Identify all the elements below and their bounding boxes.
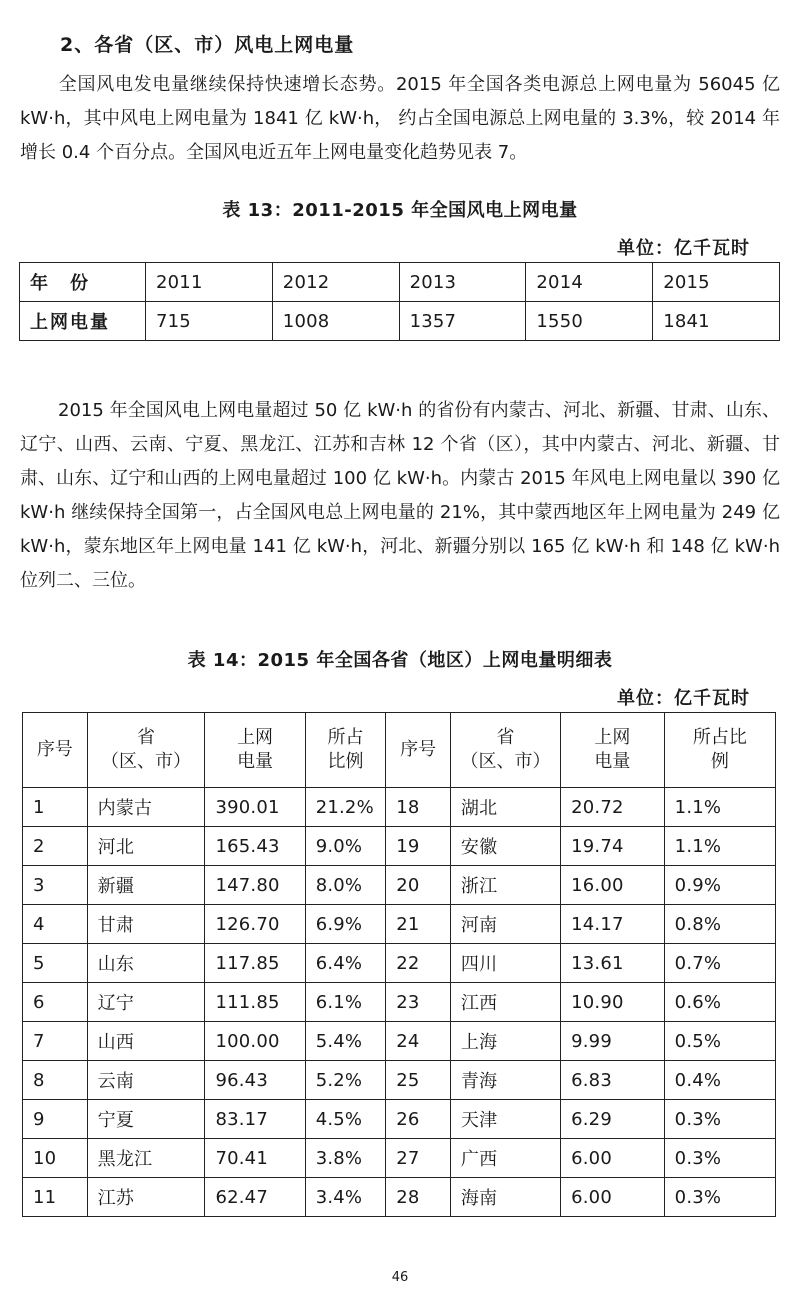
- paragraph-2-text: 2015 年全国风电上网电量超过 50 亿 kW·h 的省份有内蒙古、河北、新疆、甘肃、山东、辽宁、山西、云南、宁夏、黑龙江、江苏和吉林 12 个省（区），其中内蒙古、河北、新疆、甘肃、山东、辽宁和山西的上网电量超过 100 亿 kW·h。内蒙古 2015 年风电上网电量以 390 亿 kW·h 继续保持全国第一，占全国风电总上网电量的 21%，其中蒙西地区年上网电量为 249 亿 kW·h，蒙东地区年上网电量 141 亿 kW·h，河北、新疆分别以 165 亿 kW·h 和 148 亿 kW·h 位列二、三位。: [20, 400, 780, 591]
- table-row: [23, 1178, 776, 1217]
- table-14-caption: 表 14：2015 年全国各省（地区）上网电量明细表: [187, 650, 613, 671]
- table-cell: 海南: [450, 1178, 560, 1217]
- table-cell: 河南: [450, 905, 560, 944]
- table-cell: 13.61: [561, 944, 665, 983]
- table-row: [23, 944, 776, 983]
- table-cell: 27: [386, 1139, 451, 1178]
- table-14: [22, 712, 776, 1217]
- table-cell: 1550: [526, 302, 653, 341]
- table-cell: 117.85: [205, 944, 305, 983]
- table-cell: 天津: [450, 1100, 560, 1139]
- table-cell: 1.1%: [664, 788, 775, 827]
- table-cell: 3.8%: [305, 1139, 386, 1178]
- table-cell: 9: [23, 1100, 88, 1139]
- column-header: [450, 713, 560, 788]
- table-cell: 浙江: [450, 866, 560, 905]
- table-cell: 甘肃: [87, 905, 205, 944]
- column-header-line: 上网: [237, 727, 274, 748]
- table-row: [23, 827, 776, 866]
- table-cell: 22: [386, 944, 451, 983]
- table-cell: 2014: [526, 263, 653, 302]
- table-row: [23, 1061, 776, 1100]
- table-cell: 6.29: [561, 1100, 665, 1139]
- table-cell: 2015: [653, 263, 780, 302]
- column-header-line: （区、市）: [101, 751, 192, 772]
- table-cell: 147.80: [205, 866, 305, 905]
- column-header: [561, 713, 665, 788]
- table-cell: 内蒙古: [87, 788, 205, 827]
- column-header-line: 上网: [594, 727, 631, 748]
- table-cell: 云南: [87, 1061, 205, 1100]
- table-cell: 3: [23, 866, 88, 905]
- table-cell: 江苏: [87, 1178, 205, 1217]
- table-cell: 江西: [450, 983, 560, 1022]
- table-cell: 8.0%: [305, 866, 386, 905]
- table-row: [23, 1022, 776, 1061]
- table-row: [23, 1139, 776, 1178]
- table-cell: 上海: [450, 1022, 560, 1061]
- table-cell: 390.01: [205, 788, 305, 827]
- table-cell: 6.83: [561, 1061, 665, 1100]
- table-cell: 1357: [399, 302, 526, 341]
- table-cell: 19: [386, 827, 451, 866]
- table-cell: 165.43: [205, 827, 305, 866]
- table-14-body: [23, 788, 776, 1217]
- table-cell: 4: [23, 905, 88, 944]
- column-header-line: 例: [710, 751, 729, 772]
- table-cell: 96.43: [205, 1061, 305, 1100]
- table-cell: 1841: [653, 302, 780, 341]
- table-cell: 四川: [450, 944, 560, 983]
- table-cell: 0.7%: [664, 944, 775, 983]
- table-14-header-row: [23, 713, 776, 788]
- table-cell: 安徽: [450, 827, 560, 866]
- table-cell: 0.8%: [664, 905, 775, 944]
- table-cell: 5.2%: [305, 1061, 386, 1100]
- table-cell: 5: [23, 944, 88, 983]
- table-row: [23, 1100, 776, 1139]
- table-cell: 新疆: [87, 866, 205, 905]
- table-cell: 4.5%: [305, 1100, 386, 1139]
- column-header: [305, 713, 386, 788]
- table-cell: 2: [23, 827, 88, 866]
- table-cell: 10: [23, 1139, 88, 1178]
- table-cell: 山东: [87, 944, 205, 983]
- column-header-line: 序号: [400, 739, 437, 760]
- paragraph-1: [20, 68, 780, 170]
- table-row: [23, 905, 776, 944]
- table-cell: 21: [386, 905, 451, 944]
- table-cell: 0.9%: [664, 866, 775, 905]
- column-header-line: 所占: [327, 727, 364, 748]
- table-cell: 11: [23, 1178, 88, 1217]
- table-cell: 辽宁: [87, 983, 205, 1022]
- table-cell: 28: [386, 1178, 451, 1217]
- table-cell: 62.47: [205, 1178, 305, 1217]
- section-heading: 2、各省（区、市）风电上网电量: [60, 34, 355, 56]
- column-header-line: 省: [137, 727, 156, 748]
- table-cell: 山西: [87, 1022, 205, 1061]
- table-cell: 18: [386, 788, 451, 827]
- table-row: [23, 866, 776, 905]
- paragraph-2: [20, 394, 780, 598]
- column-header-line: 序号: [36, 739, 73, 760]
- column-header-line: 比例: [327, 751, 364, 772]
- table-row: [23, 983, 776, 1022]
- table-cell: 26: [386, 1100, 451, 1139]
- table-row: [20, 263, 780, 302]
- table-cell: 7: [23, 1022, 88, 1061]
- table-cell: 20: [386, 866, 451, 905]
- table-cell: 2012: [272, 263, 399, 302]
- column-header: [23, 713, 88, 788]
- table-cell: 21.2%: [305, 788, 386, 827]
- column-header-line: （区、市）: [460, 751, 551, 772]
- table-cell: 5.4%: [305, 1022, 386, 1061]
- table-cell: 0.3%: [664, 1100, 775, 1139]
- table-cell: 湖北: [450, 788, 560, 827]
- column-header-line: 电量: [237, 751, 274, 772]
- table-cell: 0.5%: [664, 1022, 775, 1061]
- table-cell: 715: [146, 302, 273, 341]
- row-header-cell: 上网电量: [20, 302, 146, 341]
- table-cell: 3.4%: [305, 1178, 386, 1217]
- table-cell: 6.4%: [305, 944, 386, 983]
- column-header-line: 电量: [594, 751, 631, 772]
- table-13-unit: 单位：亿千瓦时: [617, 238, 750, 259]
- table-13-caption: 表 13：2011-2015 年全国风电上网电量: [222, 200, 578, 221]
- column-header: [386, 713, 451, 788]
- table-cell: 25: [386, 1061, 451, 1100]
- paragraph-1-text: 全国风电发电量继续保持快速增长态势。2015 年全国各类电源总上网电量为 56045 亿 kW·h，其中风电上网电量为 1841 亿 kW·h， 约占全国电源总上网电量的 3.3%，较 2014 年增长 0.4 个百分点。全国风电近五年上网电量变化趋势见表 7。: [20, 74, 780, 163]
- table-cell: 83.17: [205, 1100, 305, 1139]
- column-header-line: 省: [496, 727, 515, 748]
- table-13: [19, 262, 780, 341]
- column-header: [664, 713, 775, 788]
- page-number: 46: [391, 1270, 409, 1285]
- table-cell: 6.9%: [305, 905, 386, 944]
- table-row: [20, 302, 780, 341]
- table-cell: 宁夏: [87, 1100, 205, 1139]
- table-cell: 青海: [450, 1061, 560, 1100]
- table-cell: 126.70: [205, 905, 305, 944]
- table-cell: 1.1%: [664, 827, 775, 866]
- table-cell: 6: [23, 983, 88, 1022]
- table-cell: 14.17: [561, 905, 665, 944]
- table-cell: 6.00: [561, 1139, 665, 1178]
- table-cell: 黑龙江: [87, 1139, 205, 1178]
- table-cell: 6.00: [561, 1178, 665, 1217]
- table-cell: 20.72: [561, 788, 665, 827]
- column-header: [87, 713, 205, 788]
- table-cell: 23: [386, 983, 451, 1022]
- table-cell: 10.90: [561, 983, 665, 1022]
- table-cell: 1008: [272, 302, 399, 341]
- table-cell: 9.0%: [305, 827, 386, 866]
- table-cell: 0.3%: [664, 1139, 775, 1178]
- column-header-line: 所占比: [692, 727, 747, 748]
- table-cell: 24: [386, 1022, 451, 1061]
- table-cell: 6.1%: [305, 983, 386, 1022]
- table-cell: 16.00: [561, 866, 665, 905]
- table-cell: 0.6%: [664, 983, 775, 1022]
- table-cell: 9.99: [561, 1022, 665, 1061]
- table-cell: 0.4%: [664, 1061, 775, 1100]
- table-cell: 111.85: [205, 983, 305, 1022]
- column-header: [205, 713, 305, 788]
- table-cell: 2011: [146, 263, 273, 302]
- table-cell: 2013: [399, 263, 526, 302]
- table-cell: 8: [23, 1061, 88, 1100]
- table-cell: 广西: [450, 1139, 560, 1178]
- table-cell: 100.00: [205, 1022, 305, 1061]
- table-cell: 19.74: [561, 827, 665, 866]
- table-cell: 70.41: [205, 1139, 305, 1178]
- table-cell: 0.3%: [664, 1178, 775, 1217]
- table-row: [23, 788, 776, 827]
- table-14-unit: 单位：亿千瓦时: [617, 688, 750, 709]
- table-cell: 河北: [87, 827, 205, 866]
- row-header-cell: 年 份: [20, 263, 146, 302]
- table-cell: 1: [23, 788, 88, 827]
- table-13-body: [20, 263, 780, 341]
